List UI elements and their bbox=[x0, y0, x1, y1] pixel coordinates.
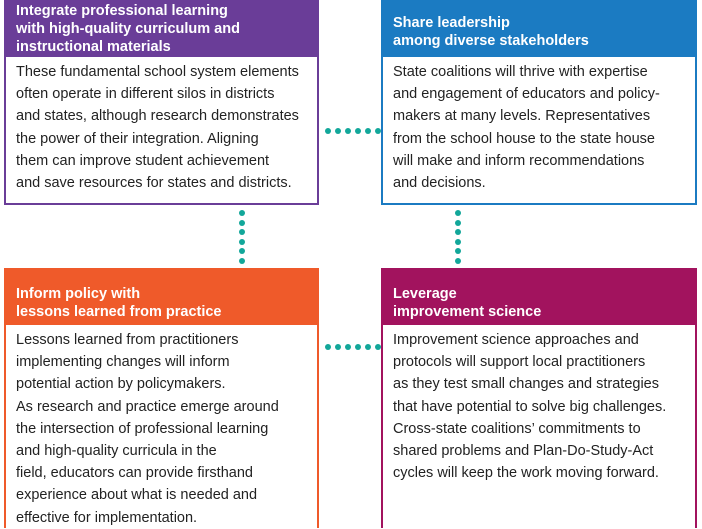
connector-dot bbox=[355, 128, 361, 134]
connector-dot bbox=[455, 258, 461, 264]
card-body-line: and decisions. bbox=[393, 175, 486, 192]
connector-dot bbox=[239, 258, 245, 264]
connector-dot bbox=[455, 229, 461, 235]
connector-dot bbox=[455, 210, 461, 216]
card-body bbox=[381, 57, 697, 205]
card-body-line: as they test small changes and strategies bbox=[393, 376, 659, 393]
card-body-line: and high-quality curricula in the bbox=[16, 443, 217, 460]
connector-dot bbox=[345, 344, 351, 350]
card-integrate-professional-learning bbox=[4, 0, 319, 205]
card-inform-policy bbox=[4, 268, 319, 528]
connector-dot bbox=[325, 128, 331, 134]
connector-dot bbox=[365, 128, 371, 134]
card-body-line: experience about what is needed and bbox=[16, 487, 258, 504]
card-body bbox=[4, 325, 319, 528]
connector-dot bbox=[239, 210, 245, 216]
card-body-line: will make and inform recommendations bbox=[393, 152, 645, 169]
card-title-line: Leverage bbox=[393, 286, 457, 302]
card-title-line: among diverse stakeholders bbox=[393, 33, 589, 49]
card-body-line: Lessons learned from practitioners bbox=[16, 332, 239, 348]
card-body-line: that have potential to solve big challenges. bbox=[393, 398, 667, 415]
card-body-line: State coalitions will thrive with expertise bbox=[393, 64, 648, 80]
card-body-line: the intersection of professional learning bbox=[16, 420, 269, 437]
card-body bbox=[381, 325, 697, 528]
card-header bbox=[4, 0, 319, 57]
card-body-line: Improvement science approaches and bbox=[393, 332, 639, 348]
connector-dot bbox=[335, 344, 341, 350]
connector-dot bbox=[455, 248, 461, 254]
connector-dot bbox=[239, 248, 245, 254]
connector-dot bbox=[239, 239, 245, 245]
card-title-line: instructional materials bbox=[16, 39, 171, 55]
connector-dot bbox=[239, 220, 245, 226]
card-body-line: cycles will keep the work moving forward. bbox=[393, 465, 659, 482]
card-body-line: potential action by policymakers. bbox=[16, 376, 226, 393]
card-title-line: Integrate professional learning bbox=[16, 3, 228, 19]
card-body bbox=[4, 57, 319, 205]
connector-dot bbox=[455, 220, 461, 226]
card-body-line: These fundamental school system elements bbox=[16, 64, 299, 80]
card-title-line: improvement science bbox=[393, 304, 542, 320]
connector-dot bbox=[375, 344, 381, 350]
card-body-line: from the school house to the state house bbox=[393, 130, 655, 147]
card-body-line: and engagement of educators and policy- bbox=[393, 86, 660, 103]
card-body-line: implementing changes will inform bbox=[16, 354, 230, 371]
card-header bbox=[4, 268, 319, 325]
card-body-line: As research and practice emerge around bbox=[16, 398, 279, 415]
card-body-line: makers at many levels. Representatives bbox=[393, 108, 651, 125]
card-body-line: Cross-state coalitions’ commitments to bbox=[393, 420, 641, 437]
card-title-line: Inform policy with bbox=[16, 286, 141, 302]
card-header bbox=[381, 0, 697, 57]
connector-dot bbox=[455, 239, 461, 245]
connector-dot bbox=[375, 128, 381, 134]
card-body-line: often operate in different silos in districts bbox=[16, 86, 275, 103]
card-body-line: effective for implementation. bbox=[16, 509, 198, 526]
card-title-line: Share leadership bbox=[393, 15, 510, 31]
card-body-line: them can improve student achievement bbox=[16, 152, 270, 169]
connector-dot bbox=[239, 229, 245, 235]
connector-dot bbox=[365, 344, 371, 350]
card-body-line: shared problems and Plan-Do-Study-Act bbox=[393, 443, 654, 460]
card-share-leadership bbox=[381, 0, 697, 205]
connector-dot bbox=[325, 344, 331, 350]
card-body-line: and states, although research demonstrates bbox=[16, 108, 299, 125]
card-leverage-improvement-science bbox=[381, 268, 697, 528]
card-title-line: with high-quality curriculum and bbox=[16, 21, 240, 37]
connector-dot bbox=[345, 128, 351, 134]
connector-dot bbox=[355, 344, 361, 350]
card-title-line: lessons learned from practice bbox=[16, 304, 222, 320]
card-header bbox=[381, 268, 697, 325]
card-body-line: field, educators can provide firsthand bbox=[16, 465, 253, 482]
card-body-line: protocols will support local practitioners bbox=[393, 354, 646, 371]
card-body-line: and save resources for states and districts. bbox=[16, 175, 292, 192]
card-body-line: the power of their integration. Aligning bbox=[16, 130, 259, 147]
connector-dot bbox=[335, 128, 341, 134]
